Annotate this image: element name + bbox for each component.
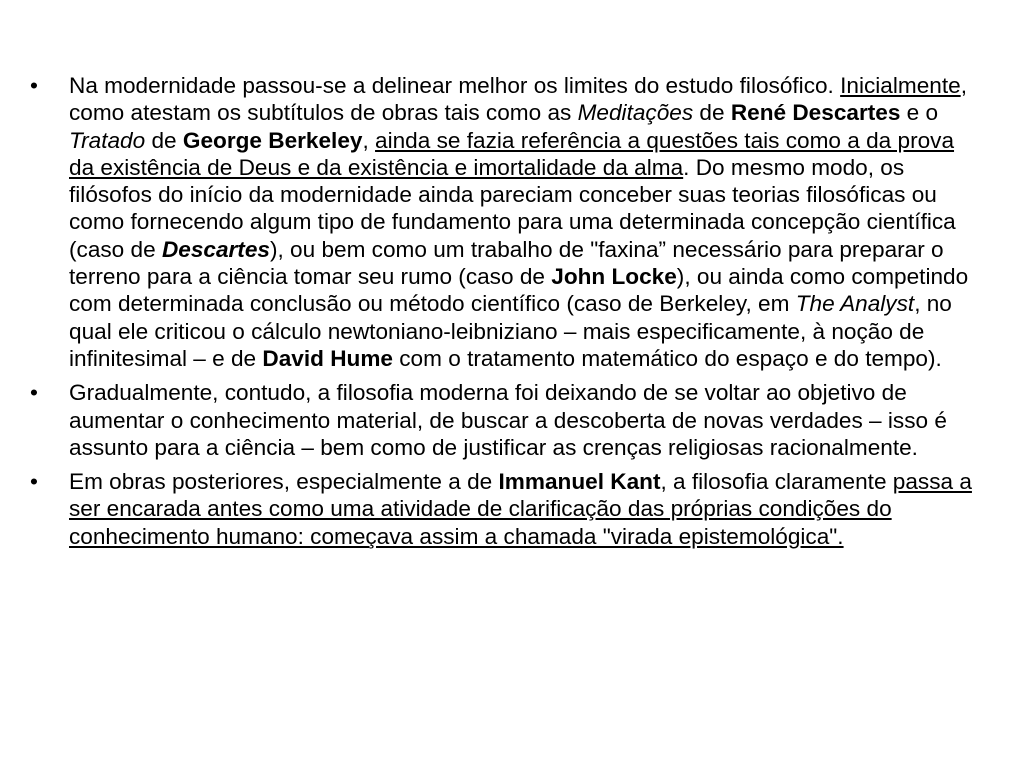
text-run: , como atestam os subtítulos de obras tais como as (69, 73, 967, 126)
text-run: Gradualmente, contudo, a filosofia moderna foi deixando de se voltar ao objetivo de aumentar o conhecimento material, de buscar a descoberta de novas verdades – isso é assunto para a ciência – bem como de justificar as crenças religiosas racionalmente. (69, 380, 947, 460)
text-run: Na modernidade passou-se a delinear melhor os limites do estudo filosófico. (69, 73, 841, 98)
text-run: de (693, 100, 731, 126)
bullet-item-kant (26, 468, 981, 550)
author-name-descartes: René Descartes (730, 100, 901, 126)
underlined-text: Inicialmente (840, 73, 961, 98)
bullet-list (26, 72, 981, 557)
author-name-kant: Immanuel Kant (498, 469, 661, 495)
text-run: com o tratamento matemático do espaço e do tempo). (392, 345, 942, 371)
work-title-the-analyst: The Analyst (795, 291, 915, 317)
author-name-berkeley: George Berkeley (182, 127, 363, 153)
bullet-marker: • (30, 469, 38, 495)
author-name-descartes-ital: Descartes (161, 236, 270, 262)
author-name-locke: John Locke (551, 264, 677, 290)
author-name-hume: David Hume (262, 345, 393, 371)
bullet-item-gradualmente (26, 379, 981, 461)
text-run: . Do mesmo modo, os filósofos do início da modernidade ainda pareciam conceber suas teorias filosóficas ou como fornecendo algum tipo de fundamento para uma determinada concepção científica (caso de (69, 154, 956, 262)
underlined-text: passa a ser encarada antes como uma atividade de clarificação das próprias condições do conhecimento humano: começava assim a chamada "virada epistemológica". (69, 469, 972, 549)
bullet-item-modernidade (26, 72, 981, 372)
text-run: e o (900, 100, 939, 126)
bullet-marker: • (30, 73, 38, 98)
text-run: , (362, 127, 376, 153)
text-run: de (145, 127, 183, 153)
work-title-tratado: Tratado (69, 127, 146, 153)
underlined-text: ainda se fazia referência a questões tais como a da prova da existência de Deus e da existência e imortalidade da alma (69, 127, 955, 180)
text-run: , no qual ele criticou o cálculo newtoniano-leibniziano – mais especificamente, à noção de infinitesimal – e de (69, 291, 952, 371)
bullet-marker: • (30, 380, 38, 406)
text-run: , a filosofia claramente (660, 469, 893, 495)
text-run: Em obras posteriores, especialmente a de (69, 469, 499, 495)
work-title-meditacoes: Meditações (577, 100, 694, 126)
text-run: ), ou ainda como competindo com determinada conclusão ou método científico (caso de Berkeley, em (69, 264, 969, 317)
author-name-descartes-ref (162, 237, 270, 262)
text-run: ), ou bem como um trabalho de "faxina” necessário para preparar o terreno para a ciência tomar seu rumo (caso de (69, 236, 944, 290)
